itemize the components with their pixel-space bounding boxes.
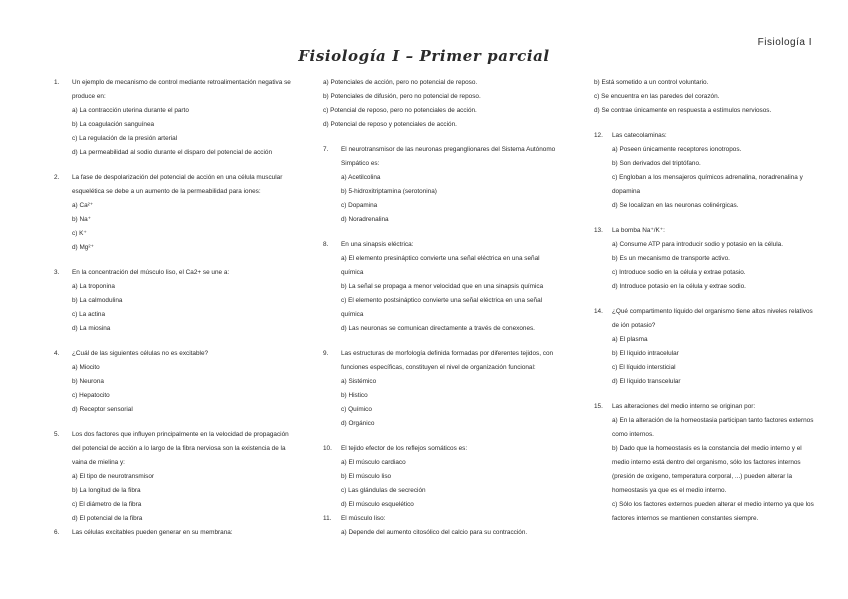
question-stem: El neurotransmisor de las neuronas preganglionares del Sistema Autónomo Simpático es: bbox=[341, 146, 556, 167]
question-stem: La bomba Na⁺/K⁺: bbox=[612, 227, 665, 234]
answer-option: b) Neurona bbox=[72, 378, 104, 385]
answer-option: d) El potencial de la fibra bbox=[72, 515, 143, 522]
question-stem: En una sinapsis eléctrica: bbox=[341, 241, 414, 248]
question-stem: Las células excitables pueden generar en su membrana: bbox=[72, 529, 233, 536]
question bbox=[594, 224, 819, 294]
answer-option: c) Químico bbox=[341, 406, 372, 413]
answer-option: a) Miocito bbox=[72, 364, 100, 371]
question-number: 10. bbox=[323, 445, 332, 452]
answer-option: d) El músculo esquelético bbox=[341, 501, 414, 508]
question-number: 2. bbox=[54, 174, 60, 181]
column-2 bbox=[323, 76, 563, 540]
column-1 bbox=[54, 76, 294, 540]
continued-options bbox=[594, 76, 819, 118]
answer-option: d) Introduce potasio en la célula y extrae sodio. bbox=[612, 283, 746, 290]
question bbox=[54, 171, 294, 255]
answer-option: c) El elemento postsináptico convierte una señal eléctrica en una señal química bbox=[341, 297, 543, 318]
question-number: 6. bbox=[54, 529, 60, 536]
answer-option: a) El elemento presináptico convierte una señal eléctrica en una señal química bbox=[341, 255, 540, 276]
question-number: 14. bbox=[594, 308, 603, 315]
question bbox=[323, 347, 563, 431]
answer-option: a) El músculo cardiaco bbox=[341, 459, 406, 466]
question bbox=[54, 428, 294, 526]
column-3 bbox=[594, 76, 819, 537]
answer-option: a) Depende del aumento citosólico del calcio para su contracción. bbox=[341, 529, 528, 536]
question bbox=[594, 400, 819, 526]
answer-option: d) Noradrenalina bbox=[341, 216, 389, 223]
answer-option: b) El músculo liso bbox=[341, 473, 392, 480]
question-number: 3. bbox=[54, 269, 60, 276]
answer-option: b) Son derivados del triptófano. bbox=[612, 160, 701, 167]
answer-option: a) Consume ATP para introducir sodio y potasio en la célula. bbox=[612, 241, 783, 248]
answer-option: b) Es un mecanismo de transporte activo. bbox=[612, 255, 730, 262]
question bbox=[323, 238, 563, 336]
answer-option: a) Sistémico bbox=[341, 378, 377, 385]
question bbox=[594, 129, 819, 213]
question bbox=[54, 76, 294, 160]
question-stem: El tejido efector de los reflejos somáticos es: bbox=[341, 445, 468, 452]
question bbox=[54, 266, 294, 336]
question-number: 5. bbox=[54, 431, 60, 438]
answer-option: d) La miosina bbox=[72, 325, 111, 332]
question bbox=[594, 305, 819, 389]
answer-option: d) La permeabilidad al sodio durante el disparo del potencial de acción bbox=[72, 149, 273, 156]
answer-option: a) Potenciales de acción, pero no potencial de reposo. bbox=[323, 79, 478, 86]
answer-option: b) La calmodulina bbox=[72, 297, 123, 304]
page-header-subject: Fisiología I bbox=[757, 37, 812, 48]
answer-option: a) Acetilcolina bbox=[341, 174, 381, 181]
answer-option: b) 5-hidroxitriptamina (serotonina) bbox=[341, 188, 437, 195]
answer-option: b) Está sometido a un control voluntario. bbox=[594, 79, 709, 86]
question-number: 13. bbox=[594, 227, 603, 234]
answer-option: d) Se contrae únicamente en respuesta a estímulos nerviosos. bbox=[594, 107, 772, 114]
question bbox=[323, 143, 563, 227]
answer-option: a) La troponina bbox=[72, 283, 115, 290]
answer-option: b) La señal se propaga a menor velocidad que en una sinapsis química bbox=[341, 283, 544, 290]
question-stem: En la concentración del músculo liso, el Ca2+ se une a: bbox=[72, 269, 230, 276]
answer-option: c) Hepatocito bbox=[72, 392, 110, 399]
question bbox=[54, 526, 294, 540]
answer-option: b) Potenciales de difusión, pero no potencial de reposo. bbox=[323, 93, 481, 100]
answer-option: b) La longitud de la fibra bbox=[72, 487, 141, 494]
question bbox=[323, 442, 563, 512]
answer-option: c) La actina bbox=[72, 311, 106, 318]
answer-option: c) El diámetro de la fibra bbox=[72, 501, 142, 508]
answer-option: a) Poseen únicamente receptores ionotropos. bbox=[612, 146, 742, 153]
question-stem: La fase de despolarización del potencial de acción en una célula muscular esquelética se debe a un aumento de la permeabilidad para iones: bbox=[72, 174, 283, 195]
answer-option: d) Las neuronas se comunican directamente a través de conexones. bbox=[341, 325, 535, 332]
question-stem: El músculo liso: bbox=[341, 515, 386, 522]
question-number: 7. bbox=[323, 146, 329, 153]
question-stem: ¿Qué compartimento líquido del organismo tiene altos niveles relativos de ión potasio? bbox=[612, 308, 813, 329]
question bbox=[323, 512, 563, 540]
answer-option: c) K⁺ bbox=[72, 230, 87, 237]
question-stem: Un ejemplo de mecanismo de control mediante retroalimentación negativa se produce en: bbox=[72, 79, 291, 100]
answer-option: b) Na⁺ bbox=[72, 216, 92, 223]
question-number: 9. bbox=[323, 350, 329, 357]
answer-option: b) La coagulación sanguínea bbox=[72, 121, 155, 128]
answer-option: b) Dado que la homeostasis es la constancia del medio interno y el medio interno está dentro del organismo, sólo los factores internos (presión de oxígeno, temperatura corporal, ...) pueden alterar la homeostasis ya que es el medio interno. bbox=[612, 445, 802, 494]
answer-option: b) El líquido intracelular bbox=[612, 350, 679, 357]
answer-option: a) En la alteración de la homeostasia participan tanto factores externos como internos. bbox=[612, 417, 814, 438]
answer-option: a) El plasma bbox=[612, 336, 648, 343]
answer-option: c) La regulación de la presión arterial bbox=[72, 135, 178, 142]
answer-option: c) Introduce sodio en la célula y extrae potasio. bbox=[612, 269, 746, 276]
question-number: 15. bbox=[594, 403, 603, 410]
answer-option: b) Histico bbox=[341, 392, 368, 399]
answer-option: a) La contracción uterina durante el parto bbox=[72, 107, 189, 114]
question bbox=[54, 347, 294, 417]
answer-option: a) El tipo de neurotransmisor bbox=[72, 473, 155, 480]
answer-option: d) Se localizan en las neuronas colinérgicas. bbox=[612, 202, 739, 209]
question-stem: Las catecolaminas: bbox=[612, 132, 667, 139]
answer-option: d) Orgánico bbox=[341, 420, 375, 427]
answer-option: d) Potencial de reposo y potenciales de acción. bbox=[323, 121, 457, 128]
question-stem: Los dos factores que influyen principalmente en la velocidad de propagación del potencial de acción a lo largo de la fibra nerviosa son la existencia de la vaina de mielina y: bbox=[72, 431, 289, 466]
question-number: 4. bbox=[54, 350, 60, 357]
answer-option: c) Engloban a los mensajeros químicos adrenalina, noradrenalina y dopamina bbox=[612, 174, 803, 195]
answer-option: c) Las glándulas de secreción bbox=[341, 487, 426, 494]
answer-option: c) El líquido intersticial bbox=[612, 364, 676, 371]
answer-option: c) Sólo los factores externos pueden alterar el medio interno ya que los factores internos se mantienen constantes siempre. bbox=[612, 501, 814, 522]
question-stem: ¿Cuál de las siguientes células no es excitable? bbox=[72, 350, 209, 357]
question-number: 11. bbox=[323, 515, 332, 522]
answer-option: d) Mg²⁺ bbox=[72, 244, 94, 251]
answer-option: c) Potencial de reposo, pero no potenciales de acción. bbox=[323, 107, 477, 114]
page-title: Fisiología I – Primer parcial bbox=[298, 47, 550, 65]
answer-option: c) Dopamina bbox=[341, 202, 378, 209]
question-number: 1. bbox=[54, 79, 60, 86]
answer-option: c) Se encuentra en las paredes del corazón. bbox=[594, 93, 720, 100]
answer-option: d) El líquido transcelular bbox=[612, 378, 681, 385]
answer-option: d) Receptor sensorial bbox=[72, 406, 133, 413]
continued-options bbox=[305, 76, 563, 132]
answer-option: a) Ca²⁺ bbox=[72, 202, 94, 209]
question-stem: Las alteraciones del medio interno se originan por: bbox=[612, 403, 756, 410]
question-number: 12. bbox=[594, 132, 603, 139]
question-number: 8. bbox=[323, 241, 329, 248]
question-stem: Las estructuras de morfología definida formadas por diferentes tejidos, con funciones específicas, constituyen el nivel de organización funcional: bbox=[341, 350, 554, 371]
